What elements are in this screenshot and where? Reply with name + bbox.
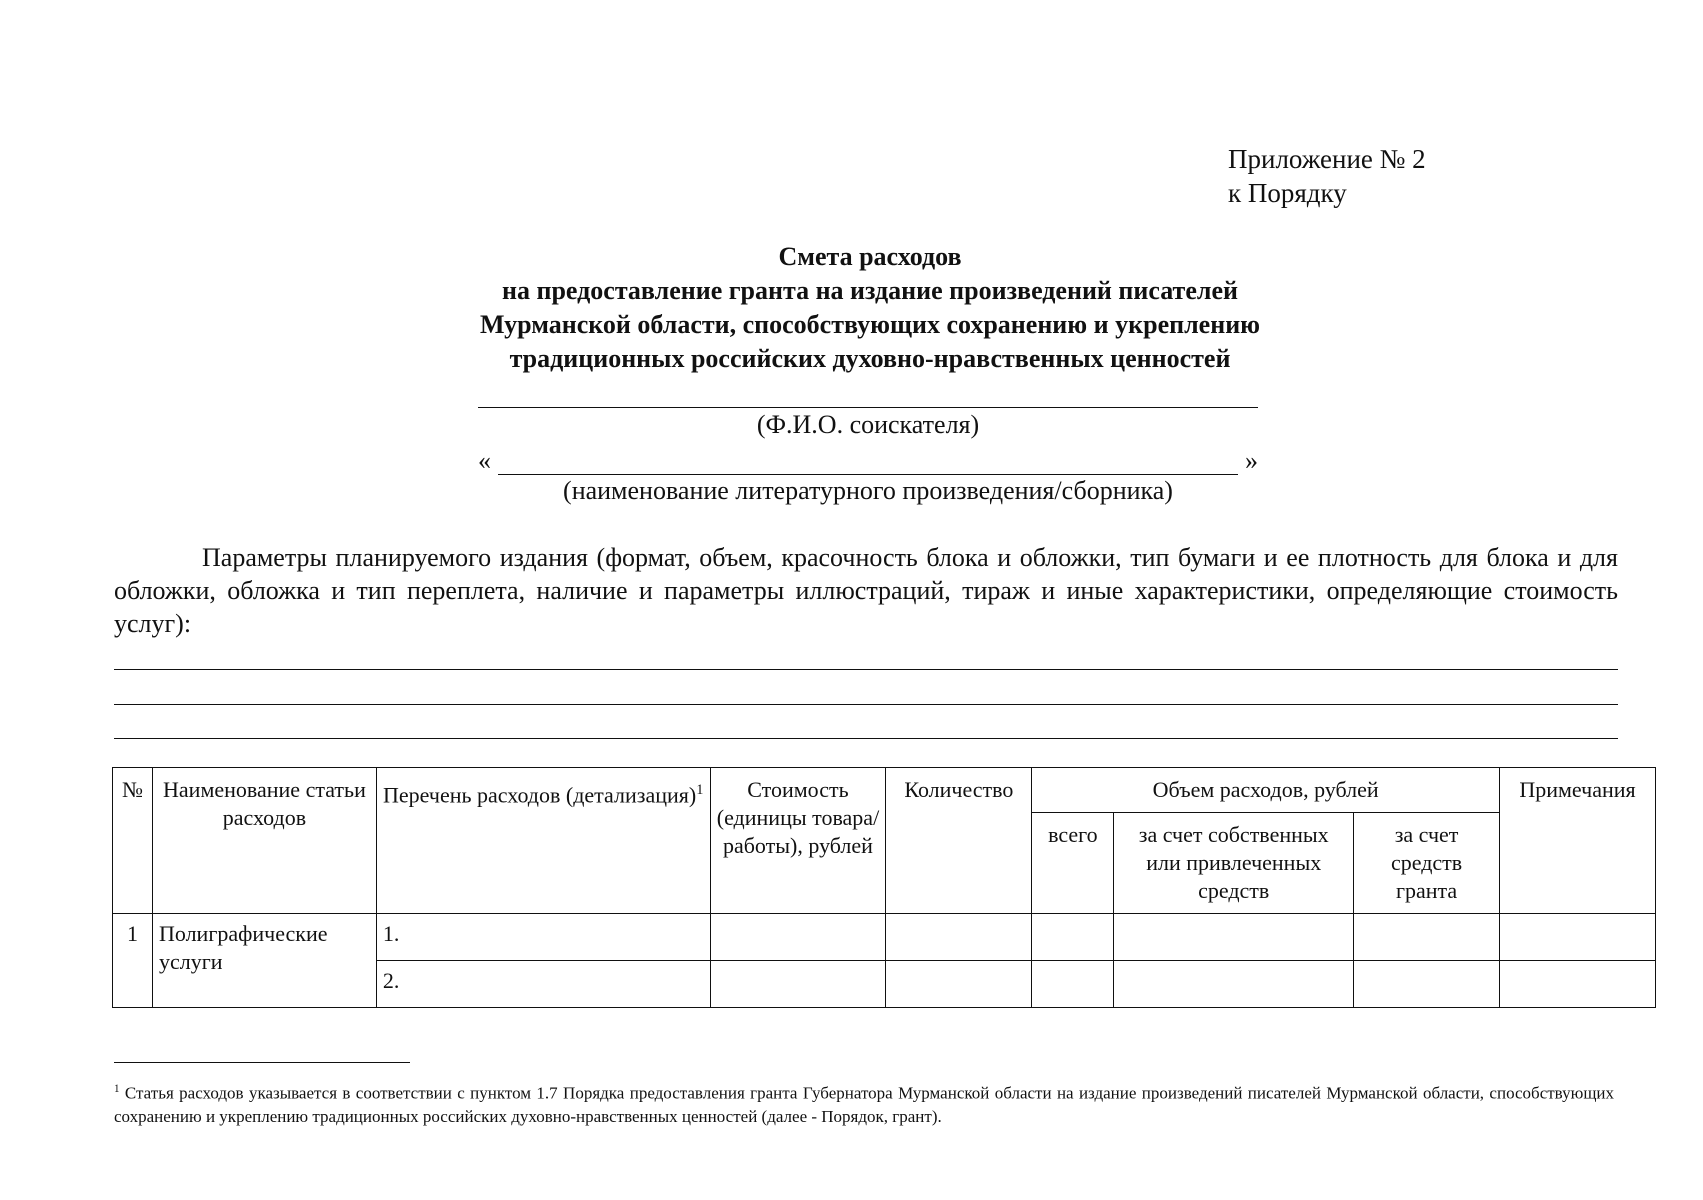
work-caption: (наименование литературного произведения/сборника) (563, 476, 1173, 505)
table-row (113, 914, 1656, 961)
row-item-name: Полиграфические услуги (152, 914, 376, 1008)
parameters-blank-line-2[interactable] (114, 704, 1618, 705)
appendix-subtitle: к Порядку (1228, 178, 1347, 208)
appendix-number: Приложение № 2 (1228, 144, 1426, 174)
footnote-ref-mark: 1 (696, 782, 704, 798)
header-unit-cost: Стоимость (единицы товара/ работы), рублей (710, 768, 886, 914)
header-expense-list (376, 768, 710, 914)
quote-open-mark: « (478, 446, 491, 475)
title-line-3: Мурманской области, способствующих сохранению и укреплению (479, 310, 1261, 339)
applicant-name-blank[interactable] (478, 407, 1258, 408)
header-grant-funds: за счет средств гранта (1354, 813, 1500, 914)
cell-unit-cost-1[interactable] (710, 914, 886, 961)
title-line-1: Смета расходов (778, 242, 962, 271)
title-line-2: на предоставление гранта на издание произведений писателей (502, 276, 1238, 305)
header-own-funds: за счет собственных или привлеченных средств (1114, 813, 1354, 914)
work-title-field[interactable] (478, 446, 1258, 478)
header-expense-list-label: Перечень расходов (детализация) (383, 782, 697, 808)
parameters-blank-line-3[interactable] (114, 738, 1618, 739)
footnote-separator (114, 1062, 410, 1063)
header-notes: Примечания (1500, 768, 1656, 914)
quote-close-mark: » (1245, 446, 1258, 475)
edition-parameters-text: Параметры планируемого издания (формат, объем, красочность блока и обложки, тип бумаги и ее плотность для блока и для обложки, обложка и тип переплета, наличие и параметры иллюстраций, тираж и иные характеристики, определяющие стоимость услуг): (114, 543, 1618, 638)
header-expense-volume: Объем расходов, рублей (1032, 768, 1500, 813)
expense-table (112, 767, 1656, 1008)
document-title (300, 240, 1440, 376)
row-number: 1 (113, 914, 153, 1008)
footnote-number: 1 (114, 1083, 120, 1095)
cell-notes-1[interactable] (1500, 914, 1656, 961)
cell-total-2[interactable] (1032, 961, 1114, 1008)
header-quantity: Количество (886, 768, 1032, 914)
parameters-blank-line-1[interactable] (114, 669, 1618, 670)
title-line-4: традиционных российских духовно-нравственных ценностей (509, 344, 1231, 373)
cell-own-funds-1[interactable] (1114, 914, 1354, 961)
applicant-caption: (Ф.И.О. соискателя) (756, 410, 980, 439)
appendix-reference (1228, 142, 1426, 210)
row-detail-2[interactable]: 2. (376, 961, 710, 1008)
cell-grant-funds-2[interactable] (1354, 961, 1500, 1008)
cell-unit-cost-2[interactable] (710, 961, 886, 1008)
row-detail-1[interactable]: 1. (376, 914, 710, 961)
table-header-row (113, 768, 1656, 813)
header-number: № (113, 768, 153, 914)
footnote-text: Статья расходов указывается в соответствии с пунктом 1.7 Порядка предоставления гранта Губернатора Мурманской области на издание произведений писателей Мурманской области, способствующих сохранению и укреплению традиционных российских духовно-нравственных ценностей (далее - Порядок, грант). (114, 1083, 1615, 1126)
cell-own-funds-2[interactable] (1114, 961, 1354, 1008)
footnote (114, 1078, 1614, 1128)
header-total: всего (1032, 813, 1114, 914)
cell-grant-funds-1[interactable] (1354, 914, 1500, 961)
cell-total-1[interactable] (1032, 914, 1114, 961)
cell-notes-2[interactable] (1500, 961, 1656, 1008)
cell-quantity-2[interactable] (886, 961, 1032, 1008)
cell-quantity-1[interactable] (886, 914, 1032, 961)
header-item-name: Наименование статьи расходов (152, 768, 376, 914)
